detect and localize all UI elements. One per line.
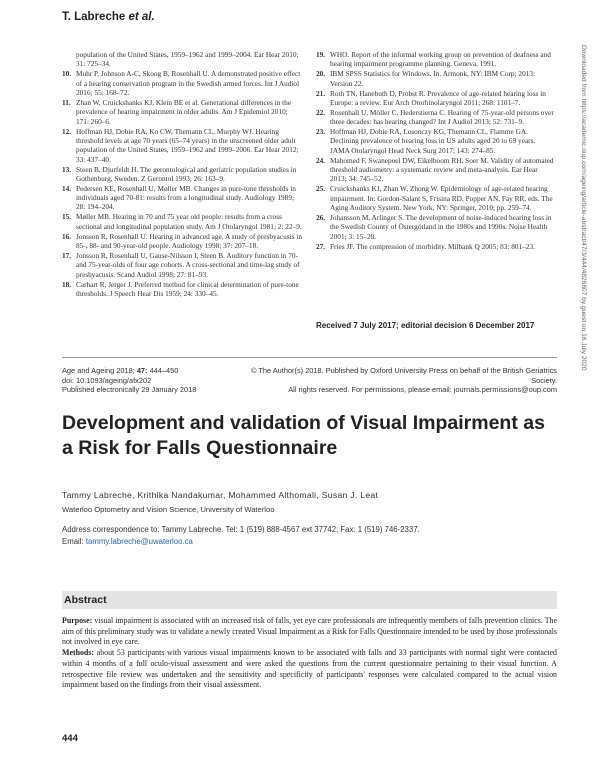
reference-text: Hoffman HJ, Dobie RA, Ko CW, Themann CL, Murphy WJ. Hearing threshold levels at age 70 years (65–74 years) in the unscreened older adult population of the United States, 1959–1962 and 1999–2006. Ear Hear 2012; 33: 437–40. (76, 126, 299, 164)
page-number: 444 (62, 733, 78, 744)
journal-pages: 444–450 (149, 366, 179, 375)
reference-text: Cruickshanks KJ, Zhan W, Zhong W. Epidemiology of age-related hearing impairment. In: Gordon-Salant S, Frisina RD, Popper AN, Fay RR, eds. The Aging Auditory System. New York, NY: Springer, 2010; pp. 259–74. (330, 184, 553, 213)
reference-number: 24. (316, 155, 326, 165)
reference-item (62, 232, 302, 251)
reference-number: 23. (316, 127, 326, 137)
reference-text: Jonsson R, Rosenhall U, Gause-Nilsson I, Steen B. Auditory function in 70- and 75-year-olds of four age cohorts. A cross-sectional and time-lag study of presbyacusis. Scand Audiol 1998; 27: 81–93. (76, 250, 300, 279)
purpose-label: Purpose: (62, 616, 93, 625)
email-link[interactable]: tammy.labreche@uwaterloo.ca (85, 536, 193, 546)
reference-text: Muhr P, Johnson A-C, Skoog B, Rosenhall U. A demonstrated positive effect of a hearing conservation program in the Swedish armed forces. Int J Audiol 2016; 55: 168–72. (76, 69, 301, 97)
reference-text: WHO. Report of the informal working group on prevention of deafness and hearing impairment programme planning. Geneva, 1991. (330, 50, 551, 69)
reference-item (316, 108, 556, 127)
reference-number: 19. (316, 50, 326, 59)
purpose-text: visual impairment is associated with an increased risk of falls, yet eye care professionals are infrequently members of falls prevention clinics. The aim of this preliminary study was to validate a newly created Visual Impairment as a Risk for Falls Questionnaire intended to be used by those professionals not involved in eye care. (62, 616, 557, 647)
reference-text: Carhart R, Jerger J. Preferred method for clinical determination of pure-tone thresholds. J Speech Hear Dis 1959; 24: 330–45. (76, 279, 299, 298)
reference-text: Zhan W, Cruickshanks KJ, Klein BE et al. Generational differences in the prevalence of hearing impairment in older adults. Am J Epidemiol 2010; 171: 260–6. (76, 97, 292, 126)
reference-text: Møller MB. Hearing in 70 and 75 year old people: results from a cross sectional and longitudinal population study. Am J Otolaryngol 1981; 2: 22–9. (76, 212, 302, 231)
reference-text: Roth TN, Hanebuth D, Probst R. Prevalence of age-related hearing loss in Europe: a review. Eur Arch Otorhinolaryngol 2011; 268: 1101–7. (330, 88, 546, 107)
reference-number: 27. (316, 241, 326, 251)
reference-text: Steen B, Djurfeldt H. The gerontological and geriatric population studies in Gothenburg, Sweden. Z Gerontol 1993; 26: 163–9. (76, 164, 297, 183)
download-watermark: Downloaded from https://academic.oup.com/ageing/article-abstract/47/3/444/4826807 by guest on 16 July 2020 (580, 45, 587, 371)
reference-number: 22. (316, 107, 326, 117)
email-label: Email: (62, 536, 84, 546)
reference-number: 16. (62, 231, 72, 241)
abstract-heading-band (62, 591, 557, 609)
copyright-line-2: All rights reserved. For permissions, please email: journals.permissions@oup.com (288, 385, 557, 395)
journal-doi: doi: 10.1093/ageing/afx202 (62, 375, 152, 385)
reference-item (316, 242, 556, 251)
reference-number: 20. (316, 69, 326, 79)
reference-item (316, 213, 556, 241)
references-left-column (62, 50, 302, 299)
reference-number: 10. (62, 69, 72, 79)
abstract-purpose (62, 616, 557, 648)
reference-text: Fries JF. The compression of morbidity. Milbank Q 2005; 83: 801–23. (330, 241, 535, 251)
reference-item (62, 251, 302, 279)
methods-label: Methods: (62, 648, 94, 658)
correspondence-block (62, 524, 557, 547)
reference-number: 11. (62, 97, 71, 107)
reference-number: 21. (316, 88, 326, 98)
running-head-author: T. Labreche (62, 11, 126, 23)
reference-item (62, 212, 302, 231)
reference-text: Rosenhall U, Möller C, Hederstierna C. Hearing of 75-year-old persons over three decades: has hearing changed? Int J Audiol 2013; 52: 731–9. (330, 107, 554, 127)
reference-number: 13. (62, 164, 72, 174)
reference-item (62, 165, 302, 184)
article-affiliation: Waterloo Optometry and Vision Science, University of Waterloo (62, 505, 275, 514)
reference-text: IBM SPSS Statistics for Windows. In. Armonk, NY: IBM Corp; 2013: Version 22. (330, 69, 536, 88)
copyright-notice (230, 366, 557, 395)
reference-number: 17. (62, 250, 72, 260)
reference-item (62, 127, 302, 164)
reference-item (62, 280, 302, 299)
reference-number: 25. (316, 184, 326, 194)
abstract-heading: Abstract (64, 594, 107, 606)
correspondence-email-line (62, 536, 557, 548)
reference-text: Jonsson R, Rosenhall U. Hearing in advanced age. A study of presbyacusis in 85-, 88- and 90-year-old people. Audiology 1998; 37: 207–18. (76, 231, 302, 251)
reference-number: 18. (62, 279, 72, 289)
correspondence-address: Address correspondence to: Tammy Labreche. Tel: 1 (519) 888-4567 ext 37742; Fax: 1 (519) 746-2337. (62, 525, 420, 534)
reference-item (316, 89, 556, 108)
methods-text: about 53 participants with various visual impairments known to be associated with falls and 33 participants with normal sight were contacted within 4 months of a full oculo-visual assessment and were asked the questions from the current questionnaire pertaining to their visual function. A retrospective file review was undertaken and the sensitivity and specificity of participants' responses were calculated compared to the actual vision impairment based on the findings from their visual assessment. (62, 648, 557, 690)
reference-number: 15. (62, 212, 72, 222)
journal-name: Age and Ageing 2018; (62, 366, 135, 375)
abstract-body (62, 616, 557, 691)
article-title: Development and validation of Visual Impairment as a Risk for Falls Questionnaire (62, 412, 545, 459)
copyright-line-1: © The Author(s) 2018. Published by Oxford University Press on behalf of the British Geriatrics Society. (251, 366, 557, 385)
journal-published: Published electronically 29 January 2018 (62, 385, 197, 395)
reference-text: population of the United States, 1959–1962 and 1999–2004. Ear Hear 2010; 31: 725–34. (76, 50, 299, 69)
reference-number: 12. (62, 126, 72, 136)
section-divider (62, 357, 557, 358)
references-right-column (316, 50, 556, 252)
reference-number: 14. (62, 183, 72, 193)
reference-text: Pedersen KE, Rosenhall U, Møller MB. Changes in pure-tone thresholds in individuals aged 70-81: results from a longitudinal study. Audiology 1989; 28: 194–204. (76, 183, 296, 212)
running-head (62, 11, 155, 23)
reference-item (62, 50, 302, 69)
received-date: Received 7 July 2017; editorial decision 6 December 2017 (316, 321, 535, 330)
abstract-methods (62, 648, 557, 691)
reference-item (62, 184, 302, 212)
reference-item (62, 98, 302, 126)
reference-item (316, 69, 556, 88)
article-authors: Tammy Labreche, Krithika Nandakumar, Mohammed Althomali, Susan J. Leat (62, 490, 379, 500)
reference-text: Mahomed F, Swanepoel DW, Eikelboom RH, Soer M. Validity of automated threshold audiometry: a systematic review and meta-analysis. Ear Hear 2013; 34: 745–52. (330, 155, 554, 184)
reference-item (62, 69, 302, 97)
running-head-etal: et al. (128, 11, 155, 23)
reference-item (316, 50, 556, 69)
journal-volume: 47: (136, 366, 148, 375)
reference-item (316, 156, 556, 184)
reference-number: 26. (316, 213, 326, 222)
reference-text: Johansson M, Arlinger S. The development of noise-induced hearing loss in the Swedish County of Östergötland in the 1980s and 1990s. Noise Health 2001; 3: 15–28. (330, 213, 552, 241)
reference-item (316, 184, 556, 212)
reference-text: Hoffman HJ, Dobie RA, Losonczy KG, Themann CL, Flamme GA. Declining prevalence of hearing loss in US adults aged 20 to 69 years. JAMA Otolaryngol Head Neck Surg 2017; 143: 274–85. (330, 127, 536, 155)
reference-item (316, 127, 556, 155)
